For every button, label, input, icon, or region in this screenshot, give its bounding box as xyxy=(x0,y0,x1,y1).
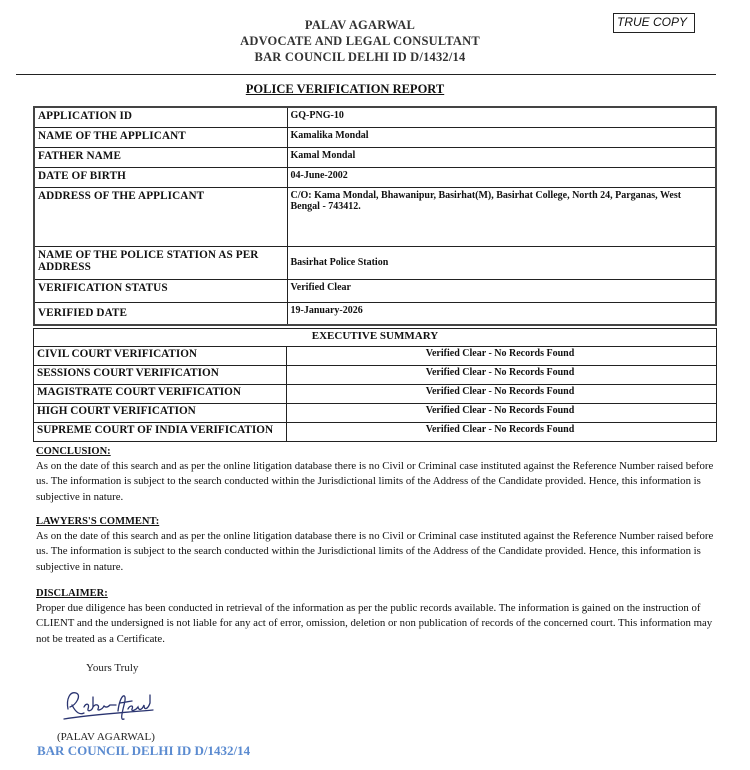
court-label: HIGH COURT VERIFICATION xyxy=(34,404,287,423)
table-row xyxy=(34,107,716,127)
table-row xyxy=(34,423,717,442)
table-row xyxy=(34,366,717,385)
conclusion-section xyxy=(36,445,716,505)
table-row xyxy=(34,385,717,404)
true-copy-stamp: TRUE COPY xyxy=(613,13,695,33)
field-value: C/O: Kama Mondal, Bhawanipur, Basirhat(M), Basirhat College, North 24, Parganas, West Bengal - 743412. xyxy=(287,187,716,246)
advocate-name: PALAV AGARWAL xyxy=(304,18,416,32)
advocate-bar-id: BAR COUNCIL DELHI ID D/1432/14 xyxy=(254,50,466,64)
field-value: Verified Clear xyxy=(287,279,716,302)
field-value: Kamalika Mondal xyxy=(287,127,716,147)
executive-summary-heading: EXECUTIVE SUMMARY xyxy=(34,329,717,347)
table-row xyxy=(34,404,717,423)
field-value: GQ-PNG-10 xyxy=(287,107,716,127)
field-label: ADDRESS OF THE APPLICANT xyxy=(34,187,287,246)
field-label: FATHER NAME xyxy=(34,147,287,167)
table-row xyxy=(34,147,716,167)
court-result: Verified Clear - No Records Found xyxy=(287,366,717,385)
field-label: DATE OF BIRTH xyxy=(34,167,287,187)
field-value: Kamal Mondal xyxy=(287,147,716,167)
header-divider xyxy=(16,74,716,75)
applicant-details-table xyxy=(33,106,717,326)
field-value: 04-June-2002 xyxy=(287,167,716,187)
field-value: Basirhat Police Station xyxy=(287,246,716,279)
conclusion-heading: CONCLUSION: xyxy=(36,446,111,457)
executive-summary-table xyxy=(33,328,717,442)
lawyers-comment-section xyxy=(36,515,716,575)
disclaimer-heading: DISCLAIMER: xyxy=(36,588,108,599)
disclaimer-section xyxy=(36,587,716,647)
conclusion-text: As on the date of this search and as per the online litigation database there is no Civil or Criminal case instituted against the Reference Number raised before us. The information is subject to the search conducted within the Jurisdictional limits of the Address of the Candidate provided. Hence, this information is subjective in nature. xyxy=(36,460,714,503)
field-label: VERIFIED DATE xyxy=(34,302,287,325)
court-result: Verified Clear - No Records Found xyxy=(287,347,717,366)
signature-icon xyxy=(58,683,158,728)
court-label: SUPREME COURT OF INDIA VERIFICATION xyxy=(34,423,287,442)
table-header-row xyxy=(34,329,717,347)
signer-name: (PALAV AGARWAL) xyxy=(57,731,155,743)
court-result: Verified Clear - No Records Found xyxy=(287,385,717,404)
table-row xyxy=(34,302,716,325)
field-label: APPLICATION ID xyxy=(34,107,287,127)
court-result: Verified Clear - No Records Found xyxy=(287,423,717,442)
court-result: Verified Clear - No Records Found xyxy=(287,404,717,423)
closing-bar-id: BAR COUNCIL DELHI ID D/1432/14 xyxy=(37,743,251,758)
advocate-title: ADVOCATE AND LEGAL CONSULTANT xyxy=(240,34,480,48)
field-label: NAME OF THE POLICE STATION AS PER ADDRESS xyxy=(34,246,287,279)
table-row xyxy=(34,246,716,279)
closing-salutation: Yours Truly xyxy=(86,662,139,674)
court-label: SESSIONS COURT VERIFICATION xyxy=(34,366,287,385)
court-label: MAGISTRATE COURT VERIFICATION xyxy=(34,385,287,404)
court-label: CIVIL COURT VERIFICATION xyxy=(34,347,287,366)
table-row xyxy=(34,127,716,147)
table-row xyxy=(34,347,717,366)
field-label: NAME OF THE APPLICANT xyxy=(34,127,287,147)
field-label: VERIFICATION STATUS xyxy=(34,279,287,302)
lawyers-comment-text: As on the date of this search and as per the online litigation database there is no Civil or Criminal case instituted against the Reference Number raised before us. The information is subject to the search conducted within the Jurisdictional limits of the Address of the Candidate provided. Hence, this information is subjective in nature. xyxy=(36,530,714,573)
disclaimer-text: Proper due diligence has been conducted in retrieval of the information as per the public records available. The information is gained on the instruction of CLIENT and the undersigned is not liable for any act of error, omission, deletion or non publication of records of the concerned court. This information may not be treated as a Certificate. xyxy=(36,602,713,645)
table-row xyxy=(34,279,716,302)
table-row xyxy=(34,187,716,246)
report-title: POLICE VERIFICATION REPORT xyxy=(245,82,445,96)
field-value: 19-January-2026 xyxy=(287,302,716,325)
lawyers-comment-heading: LAWYERS'S COMMENT: xyxy=(36,516,160,527)
table-row xyxy=(34,167,716,187)
